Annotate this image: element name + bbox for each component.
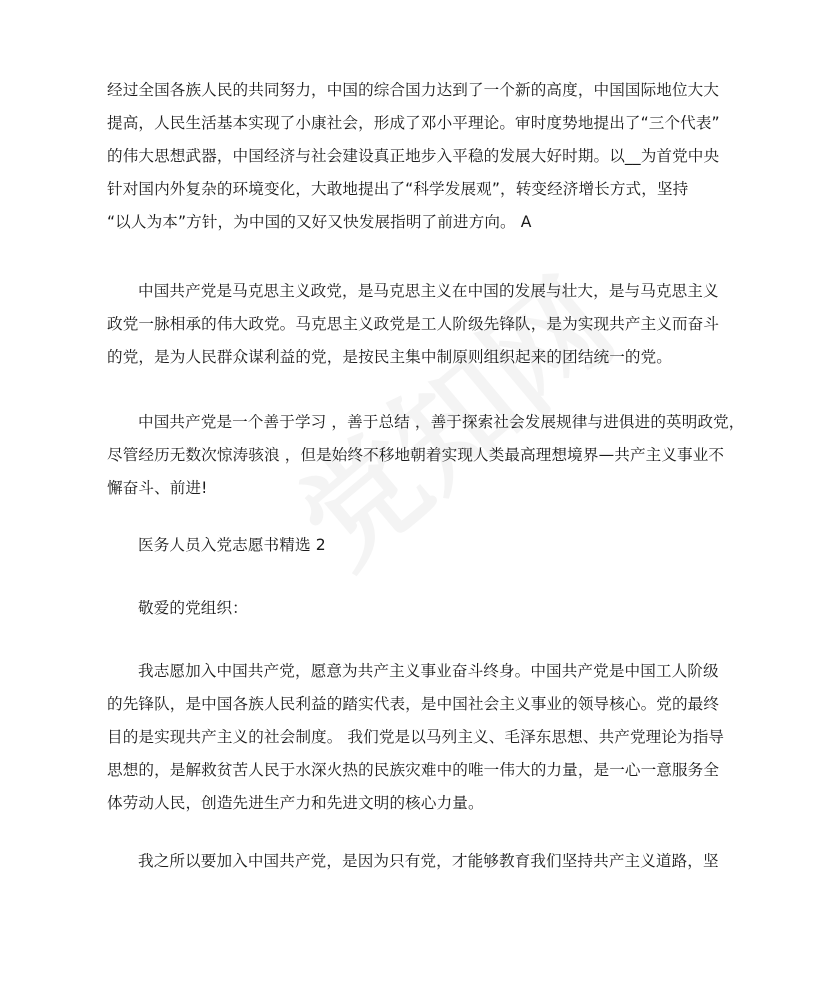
text-line: 目的是实现共产主义的社会制度。 我们党是以马列主义、毛泽东思想、共产党理论为指导 bbox=[107, 728, 725, 746]
text-line: 的党，是为人民群众谋利益的党，是按民主集中制原则组织起来的团结统一的党。 bbox=[107, 348, 672, 366]
text-line: 中国共产党是一个善于学习 ，善于总结 ，善于探索社会发展规律与进俱进的英明政党， bbox=[138, 413, 745, 431]
text-line: 尽管经历无数次惊涛骇浪 ，但是始终不移地朝着实现人类最高理想境界—共产主义事业不 bbox=[107, 446, 725, 464]
text-line: 我志愿加入中国共产党，愿意为共产主义事业奋斗终身。中国共产党是中国工人阶级 bbox=[138, 662, 719, 680]
text-line: 经过全国各族人民的共同努力，中国的综合国力达到了一个新的高度，中国国际地位大大 bbox=[107, 81, 720, 99]
paragraph-6 bbox=[107, 845, 732, 878]
paragraph-3 bbox=[107, 406, 745, 505]
text-line: 的先锋队，是中国各族人民利益的踏实代表，是中国社会主义事业的领导核心。党的最终 bbox=[107, 695, 720, 713]
paragraph-1 bbox=[107, 74, 732, 239]
text-line: 提高，人民生活基本实现了小康社会，形成了邓小平理论。审时度势地提出了“三个代表” bbox=[107, 114, 720, 132]
text-line: 针对国内外复杂的环境变化，大敢地提出了“科学发展观”，转变经济增长方式，坚持 bbox=[107, 180, 689, 198]
paragraph-5 bbox=[107, 655, 732, 820]
salutation-text: 敬爱的党组织： bbox=[138, 599, 248, 617]
paragraph-2 bbox=[107, 275, 732, 374]
text-line: 政党一脉相承的伟大政党。马克思主义政党是工人阶级先锋队，是为实现共产主义而奋斗 bbox=[107, 315, 720, 333]
text-line: “以人为本”方针，为中国的又好又快发展指明了前进方向。 A bbox=[107, 213, 532, 231]
text-line: 懈奋斗、前进! bbox=[107, 479, 208, 497]
text-line: 体劳动人民，创造先进生产力和先进文明的核心力量。 bbox=[107, 794, 484, 812]
document-page bbox=[107, 74, 745, 878]
section-heading bbox=[107, 529, 732, 562]
text-line: 我之所以要加入中国共产党，是因为只有党，才能够教育我们坚持共产主义道路，坚 bbox=[138, 852, 719, 870]
text-line: 的伟大思想武器，中国经济与社会建设真正地步入平稳的发展大好时期。以__为首党中央 bbox=[107, 147, 720, 165]
salutation bbox=[107, 592, 732, 625]
text-line: 中国共产党是马克思主义政党，是马克思主义在中国的发展与壮大，是与马克思主义 bbox=[138, 282, 719, 300]
text-line: 思想的，是解救贫苦人民于水深火热的民族灾难中的唯一伟大的力量，是一心一意服务全 bbox=[107, 761, 720, 779]
heading-text: 医务人员入党志愿书精选 2 bbox=[138, 536, 326, 554]
